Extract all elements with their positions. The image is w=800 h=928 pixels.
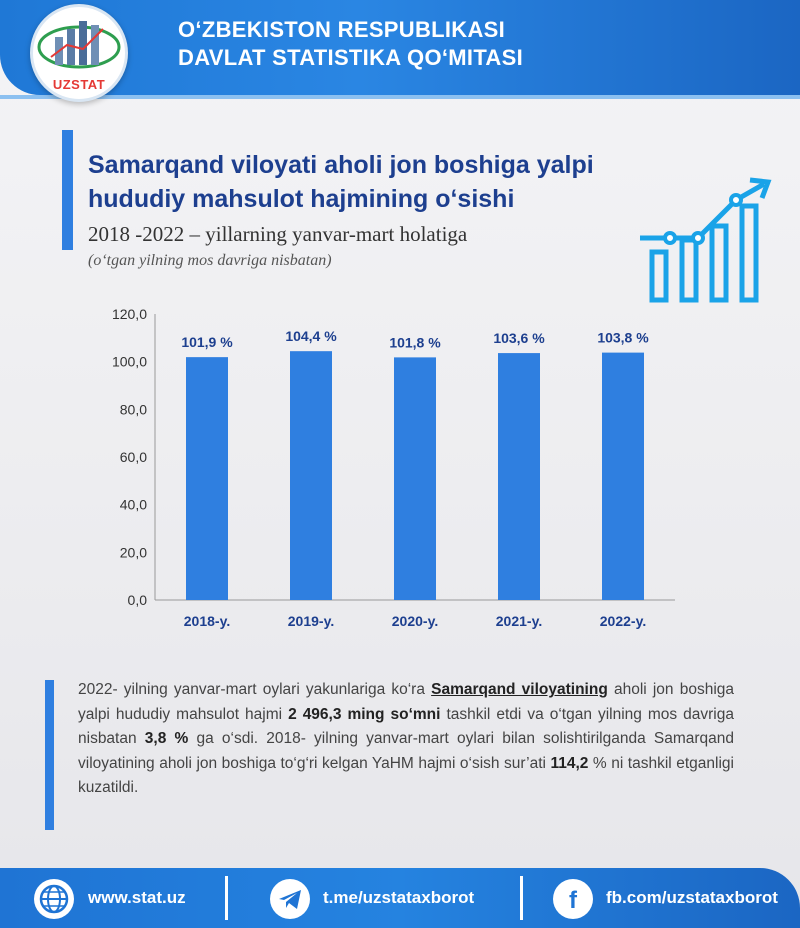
bar-chart [100, 300, 680, 650]
desc-percent: 3,8 % [144, 730, 189, 747]
desc-part-2: aholi jon boshiga yalpi hududiy mahsulot hajmi [78, 681, 735, 723]
description-text [78, 678, 734, 801]
telegram-link[interactable]: t.me/uzstataxborot [323, 888, 475, 907]
data-label: 101,8 % [389, 334, 441, 351]
website-link[interactable]: www.stat.uz [88, 888, 186, 907]
page-note: (o‘tgan yilning mos davriga nisbatan) [88, 252, 332, 269]
page-title [88, 148, 648, 216]
x-tick-label: 2021-y. [495, 613, 543, 629]
data-label: 104,4 % [285, 328, 337, 345]
desc-percent-2: 114,2 [550, 754, 589, 772]
growth-chart-icon [640, 176, 780, 306]
x-tick-label: 2019-y. [287, 613, 335, 629]
x-tick-label: 2020-y. [391, 613, 439, 629]
y-tick-label: 40,0 [119, 496, 147, 513]
desc-part-1: 2022- yilning yanvar-mart oylari yakunlariga ko‘ra [78, 681, 432, 698]
desc-part-3: tashkil etdi va o‘tgan yilning mos davriga nisbatan [78, 705, 734, 747]
data-label: 101,9 % [181, 334, 233, 351]
x-tick-label: 2022-y. [599, 613, 647, 629]
header-accent-line [0, 95, 800, 99]
page-title-line1: Samarqand viloyati aholi jon boshiga yalpi [88, 151, 594, 179]
x-tick-label: 2018-y. [183, 613, 231, 629]
data-label: 103,8 % [597, 329, 649, 346]
desc-part-4: ga o‘sdi. 2018- yilning yanvar-mart oylari bilan solishtirilganda Samarqand viloyatining aholi jon boshiga to‘g‘ri kelgan YaHM hajmi o‘sish sur’ati [78, 730, 734, 772]
page-title-line2: hududiy mahsulot hajmining o‘sishi [88, 185, 515, 213]
logo-text: UZSTAT [52, 77, 106, 92]
title-accent-bar [62, 130, 73, 250]
y-tick-label: 60,0 [119, 449, 147, 465]
y-tick-label: 0,0 [127, 592, 147, 608]
bar [498, 353, 540, 600]
bar [186, 357, 228, 600]
y-tick-label: 80,0 [119, 401, 147, 418]
telegram-icon[interactable] [270, 879, 310, 919]
desc-part-5: % ni tashkil etganligi kuzatildi. [78, 754, 734, 796]
bar [602, 353, 644, 600]
bar [394, 357, 436, 600]
description-accent-bar [45, 680, 54, 830]
y-tick-label: 120,0 [111, 306, 147, 322]
org-title-line1: O‘ZBEKISTON RESPUBLIKASI [178, 17, 506, 42]
org-title [178, 16, 718, 72]
footer-band [0, 868, 800, 928]
data-label: 103,6 % [493, 330, 545, 347]
facebook-icon[interactable] [553, 879, 593, 919]
page-subtitle: 2018 -2022 – yillarning yanvar-mart holatiga [88, 222, 468, 246]
desc-amount: 2 496,3 ming so‘mni [288, 705, 441, 723]
footer-divider [520, 876, 523, 920]
facebook-link[interactable]: fb.com/uzstataxborot [606, 888, 778, 907]
y-tick-label: 20,0 [119, 544, 147, 561]
org-title-line2: DAVLAT STATISTIKA QO‘MITASI [178, 45, 523, 70]
desc-region: Samarqand viloyatining [431, 681, 608, 698]
bar [290, 351, 332, 600]
uzstat-logo[interactable] [30, 4, 128, 102]
footer-divider [225, 876, 228, 920]
globe-icon[interactable] [34, 879, 74, 919]
svg-text:f: f [569, 887, 577, 914]
logo-bar-chart-icon [33, 7, 125, 77]
y-tick-label: 100,0 [111, 353, 147, 370]
